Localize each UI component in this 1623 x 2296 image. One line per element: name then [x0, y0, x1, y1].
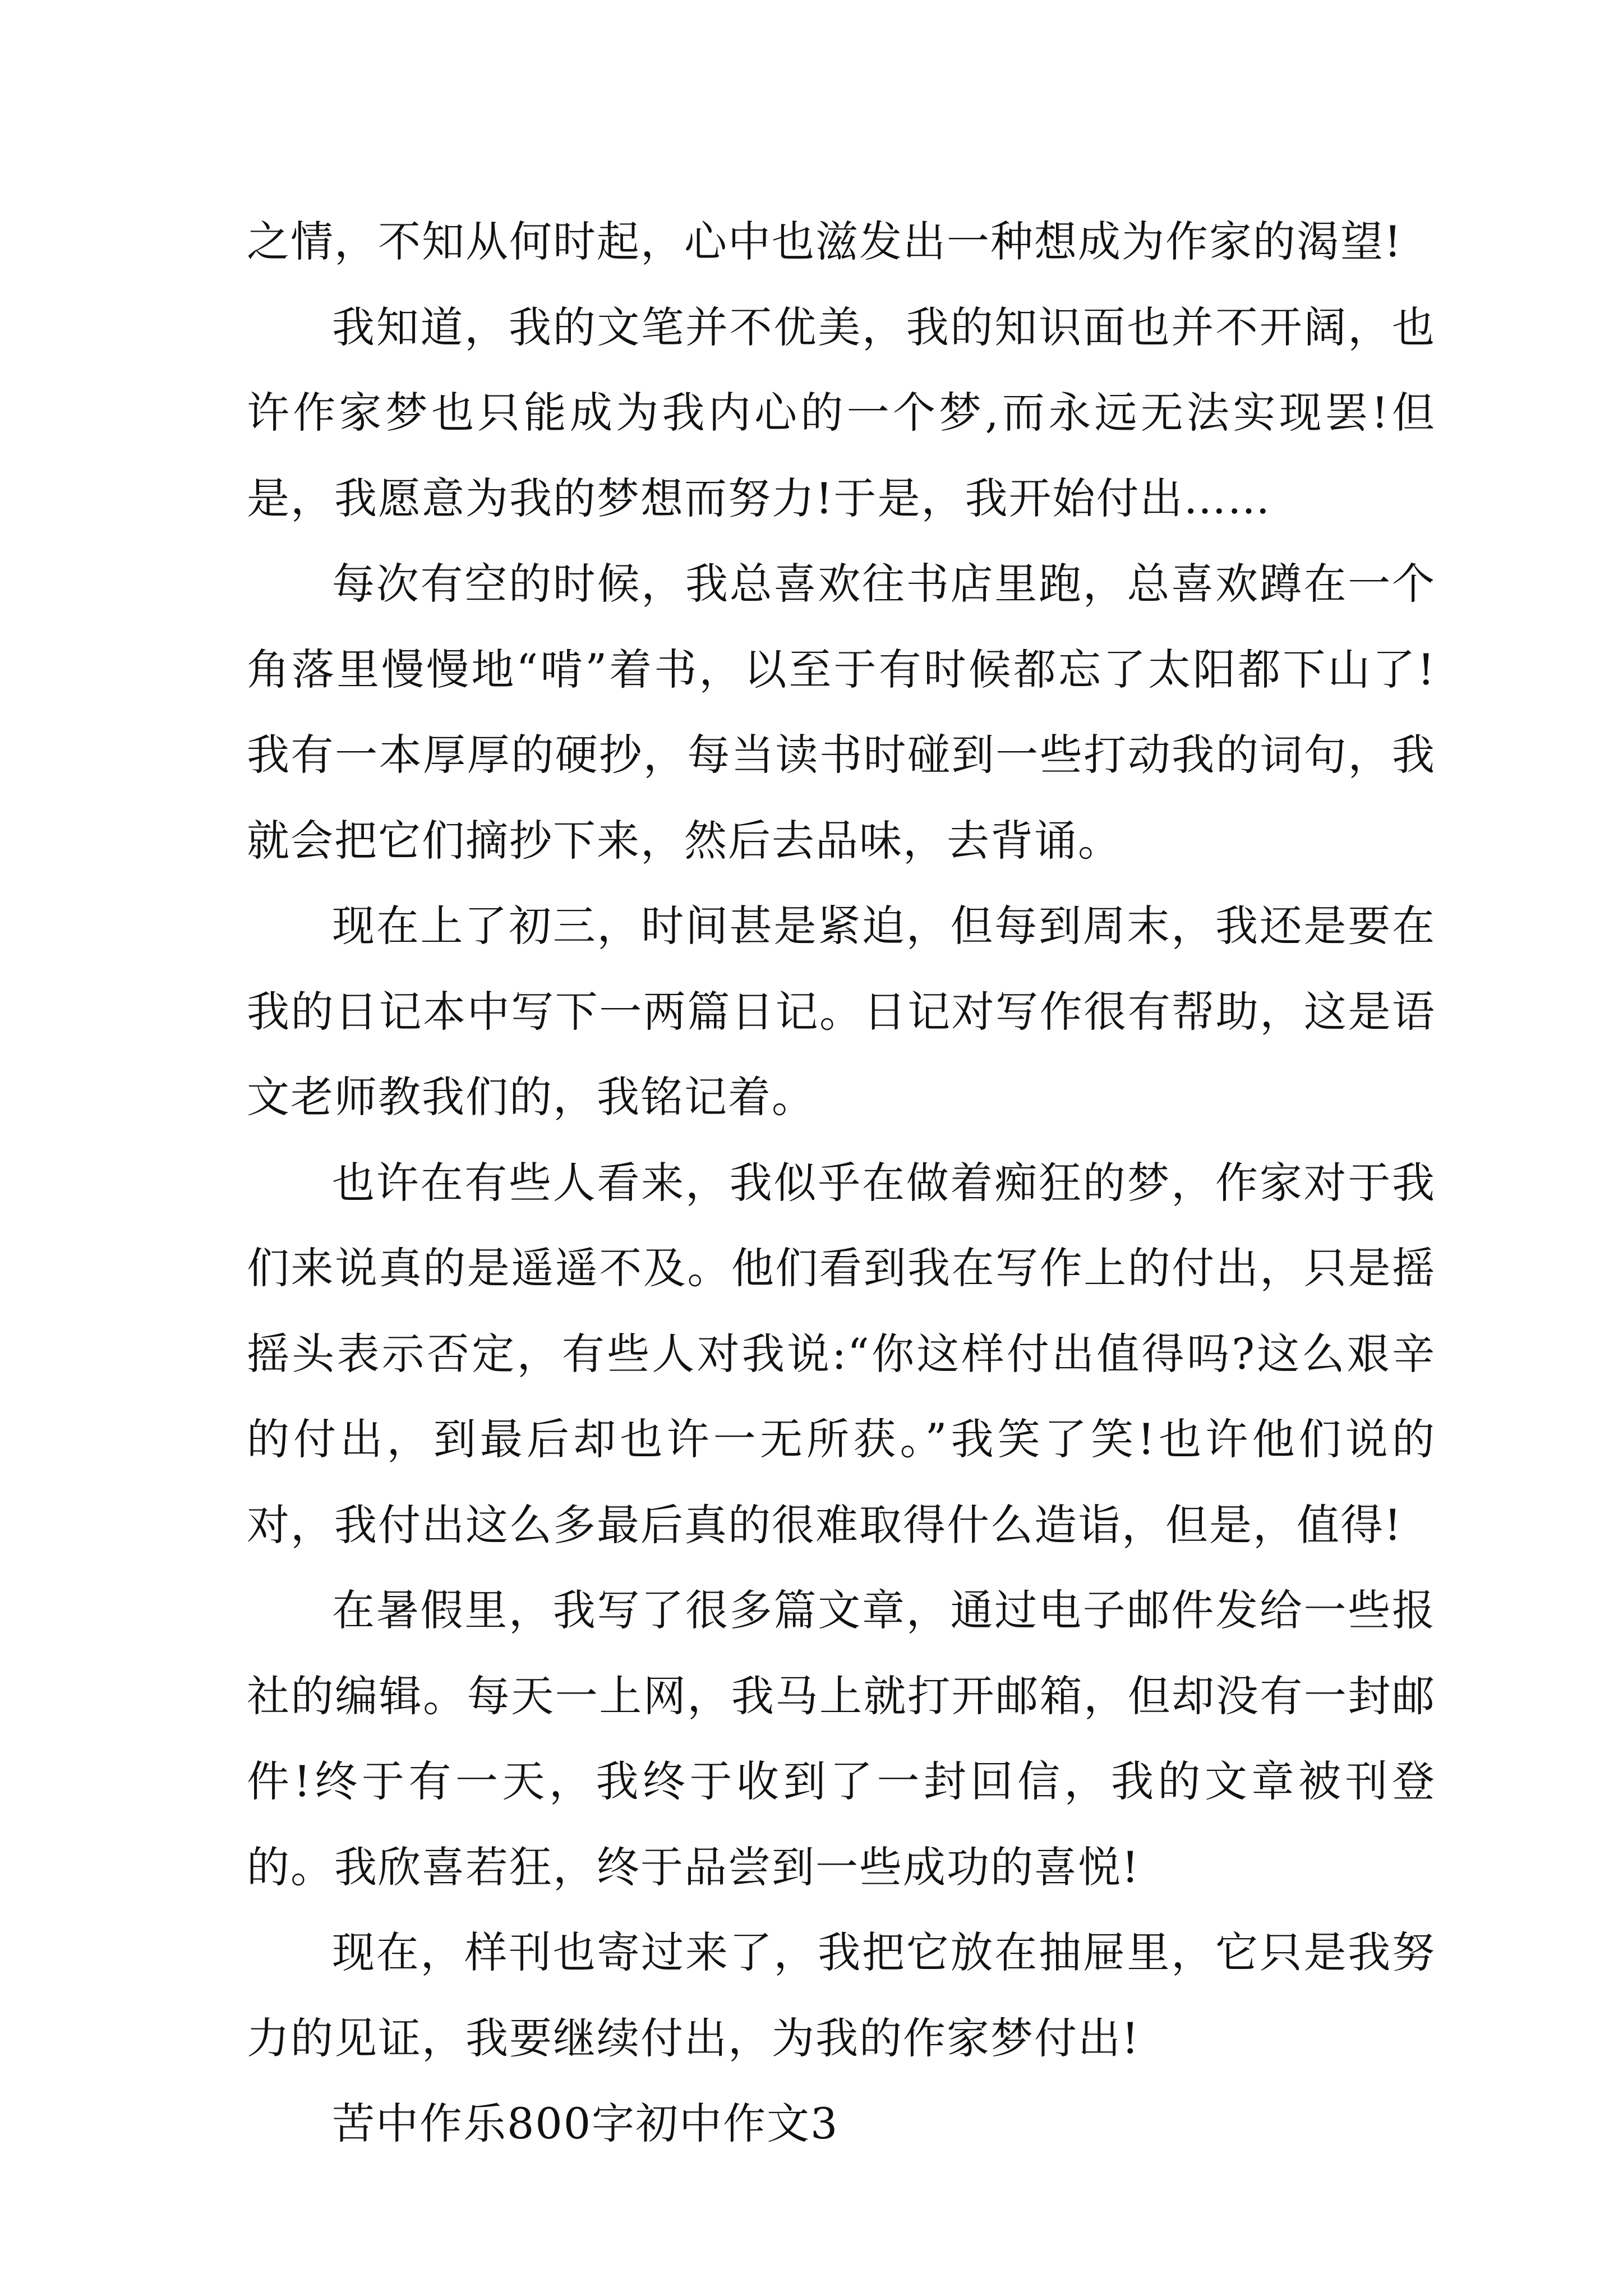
paragraph-2: 我知道，我的文笔并不优美，我的知识面也并不开阔，也许作家梦也只能成为我内心的一个梦,而永远无法实现罢!但是，我愿意为我的梦想而努力!于是，我开始付出……	[247, 302, 1436, 523]
paragraph-7: 现在，样刊也寄过来了，我把它放在抽屉里，它只是我努力的见证，我要继续付出，为我的作家梦付出!	[247, 1927, 1436, 2063]
paragraph-1: 之情，不知从何时起，心中也滋发出一种想成为作家的渴望!	[247, 217, 1403, 266]
paragraph-5: 也许在有些人看来，我似乎在做着痴狂的梦，作家对于我们来说真的是遥遥不及。他们看到我在写作上的付出，只是摇摇头表示否定，有些人对我说:“你这样付出值得吗?这么艰辛的付出，到最后却也许一无所获。”我笑了笑!也许他们说的对，我付出这么多最后真的很难取得什么造诣，但是，值得!	[247, 1157, 1436, 1550]
paragraph-4: 现在上了初三，时间甚是紧迫，但每到周末，我还是要在我的日记本中写下一两篇日记。日记对写作很有帮助，这是语文老师教我们的，我铭记着。	[247, 901, 1436, 1122]
section-heading: 苦中作乐800字初中作文3	[332, 2099, 839, 2148]
paragraph-3: 每次有空的时候，我总喜欢往书店里跑，总喜欢蹲在一个角落里慢慢地“啃”着书，以至于有时候都忘了太阳都下山了!我有一本厚厚的硬抄，每当读书时碰到一些打动我的词句，我就会把它们摘抄下来，然后去品味，去背诵。	[247, 559, 1436, 866]
paragraph-6: 在暑假里，我写了很多篇文章，通过电子邮件发给一些报社的编辑。每天一上网，我马上就打开邮箱，但却没有一封邮件!终于有一天，我终于收到了一封回信，我的文章被刊登的。我欣喜若狂，终于品尝到一些成功的喜悦!	[247, 1585, 1436, 1892]
essay-body	[247, 199, 1436, 2167]
